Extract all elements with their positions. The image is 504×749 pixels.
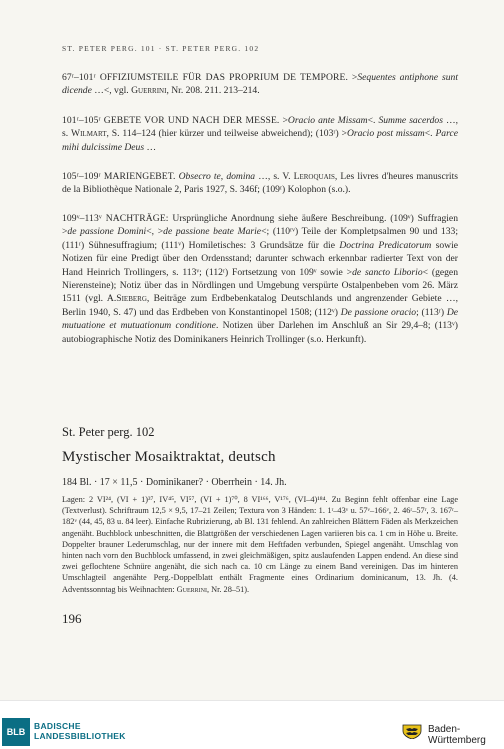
author-name: Guerrini	[176, 584, 207, 594]
footer-bar	[0, 700, 504, 749]
entry-offiziumsteile: 67ʳ–101ʳ OFFIZIUMSTEILE FÜR DAS PROPRIUM DE TEMPORE. >Sequentes antiphone sunt dicende …<, vgl. Guerrini, Nr. 208. 211. 213–214.	[62, 72, 459, 97]
entry-heading: 109ᵛ–113ᵛ NACHTRÄGE:	[62, 213, 169, 224]
entry-heading: 101ʳ–105ʳ GEBETE VOR UND NACH DER MESSE.	[62, 115, 280, 126]
author-name: Wilmart	[71, 128, 107, 140]
manuscript-title: Mystischer Mosaiktraktat, deutsch	[62, 449, 276, 465]
entry-heading: 67ʳ–101ʳ OFFIZIUMSTEILE FÜR DAS PROPRIUM DE TEMPORE.	[62, 72, 348, 83]
author-name: Leroquais	[293, 171, 335, 182]
manuscript-meta: 184 Bl. · 17 × 11,5 · Dominikaner? · Oberrhein · 14. Jh.	[62, 477, 287, 488]
shelfmark: St. Peter perg. 102	[62, 425, 155, 439]
entry-heading: 105ʳ–109ʳ MARIENGEBET.	[62, 171, 176, 182]
running-head: ST. PETER PERG. 101 · ST. PETER PERG. 102	[62, 44, 260, 53]
entry-nachtraege: 109ᵛ–113ᵛ NACHTRÄGE: Ursprüngliche Anordnung siehe äußere Beschreibung. (109ᵛ) Suffragien >de passione Domini<, >de passione beate Marie<; (110ʳᵛ) Teile der Kompletpsalmen 90 und 133; (111ʳ) Sühnesuffragium; (111ᵛ) Homiletisches: 3 Grundsätze für die Doctrina Predicatorum sowie Notizen für eine Predigt über den Ordensstand; darunter schwach erkennbar radierter Text von der Hand Heinrich Trollingers, s. 113ᵛ; (112ʳ) Fortsetzung von 109ᵛ sowie >de sancto Liborio< (gegen Nierensteine); Notiz über das in Nördlingen und Umgebung verspürte Ostalpenbeben vom 26. März 1511 (vgl. A.Sieberg, Beiträge zum Erdbebenkatalog Deutschlands und angrenzender Gebiete …, Berlin 1940, S. 47) und das Erdbeben von Konstantinopel 1508; (112ᵛ) De passione oracio; (113ʳ) De mutuatione et mutuationum conditione. Notizen über Darlehen im Anschluß an Sir 29,4–8; (113ᵛ) autobiographische Notiz des Dominikaners Heinrich Trollinger (s.o. Herkunft).	[62, 213, 459, 345]
state-name: Baden-Württemberg	[428, 724, 486, 746]
author-name: Sieberg	[116, 293, 147, 305]
entry-gebete-messe: 101ʳ–105ʳ GEBETE VOR UND NACH DER MESSE. >Oracio ante Missam<. Summe sacerdos …, s. Wilmart, S. 114–124 (hier kürzer und teilweise abweichend); (103ʳ) >Oracio post missam<. Parce mihi dulcissime Deus …	[62, 115, 459, 153]
codicological-description: Lagen: 2 VI²⁴, (VI + 1)³⁷, IV⁴⁵, VI⁵⁷, (VI + 1)⁷⁰, 8 VI¹⁶⁶, V¹⁷⁶, (VI–4)¹⁸⁴. Zu Beginn fehlt offenbar eine Lage (Textverlust). Schriftraum 12,5 × 9,5, 17–21 Zeilen; Textura von 3 Händen: 1. 1ʳ–43ᵛ u. 57ᵛ–166ᵛ, 2. 46ʳ–57ʳ, 3. 167ʳ–182ᵛ (44, 45, 83 u. 84 leer). Einfache Rubrizierung, ab Bl. 131 fehlend. An zahlreichen Blättern Fäden als Merkzeichen angenäht. Buchblock unbeschnitten, die Blattgrößen der verschiedenen Lagen variieren bis ca. 1 cm in Höhe u. Breite. Doppelter brauner Lederumschlag, nur der innere mit dem Heftfaden verbunden, Spiegel angenäht. Umschlag von hinten nach vorn den Buchblock umfassend, in zwei gleichmäßigen, spitz auslaufenden Lappen endend. An diese sind zwei geflochtene Schnüre angenäht, die sich nach ca. 10 cm Länge zu einem Band vereinigen. Das im hinteren Umschlagteil angenähte Perg.-Doppelblatt enthält Fragmente eines Ordinarium dominicanum, 13. Jh. (4. Adventssonntag bis Weihnachten: Guerrini, Nr. 28–51).	[62, 495, 458, 594]
blb-logo-icon[interactable]: BLB	[2, 718, 30, 746]
page-number: 196	[62, 611, 82, 626]
state-crest-icon	[400, 723, 424, 739]
library-name[interactable]: BADISCHE LANDESBIBLIOTHEK	[34, 721, 126, 741]
entry-mariengebet: 105ʳ–109ʳ MARIENGEBET. Obsecro te, domina …, s. V. Leroquais, Les livres d'heures manuscrits de la Bibliothèque Nationale 2, Paris 1927, S. 346f; (109ʳ) Kolophon (s.o.).	[62, 171, 459, 196]
author-name: Guerrini	[131, 85, 167, 97]
